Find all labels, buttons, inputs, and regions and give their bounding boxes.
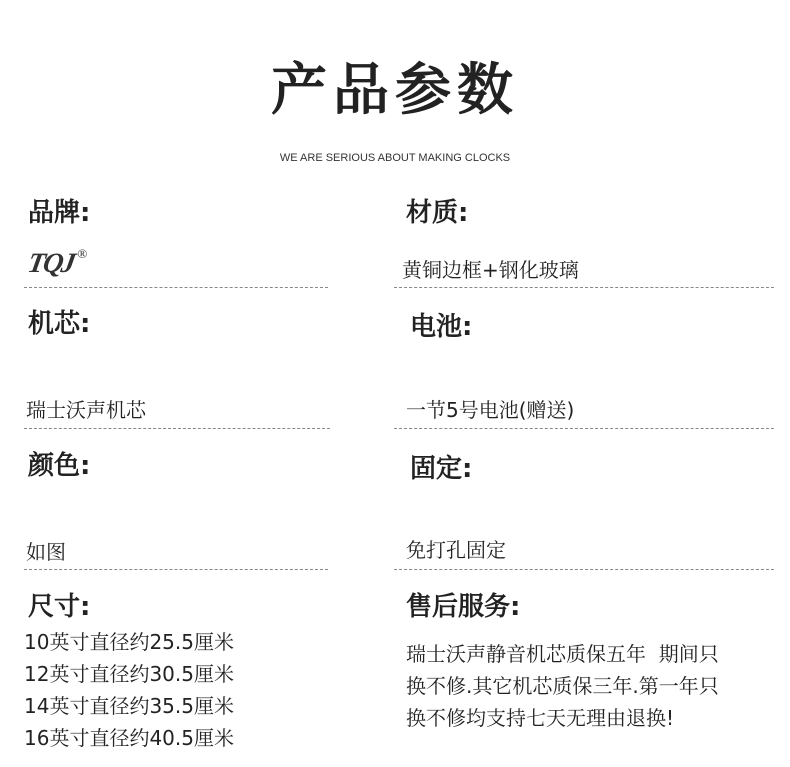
size-label: 尺寸: xyxy=(28,592,91,622)
brand-label: 品牌: xyxy=(28,198,91,228)
movement-value: 瑞士沃声机芯 xyxy=(26,398,146,422)
material-value: 黄铜边框+钢化玻璃 xyxy=(402,258,579,282)
after-sales-text xyxy=(406,638,776,734)
divider-mounting xyxy=(394,569,774,570)
mounting-label: 固定: xyxy=(410,454,473,484)
size-item-10: 10英寸直径约25.5厘米 xyxy=(24,630,234,654)
after-sales-line: 换不修.其它机芯质保三年.第一年只 xyxy=(406,674,719,698)
page-subtitle: WE ARE SERIOUS ABOUT MAKING CLOCKS xyxy=(279,152,511,164)
after-sales-label: 售后服务: xyxy=(406,592,521,622)
page-title: 产品参数 xyxy=(271,58,519,123)
divider-color xyxy=(24,569,328,570)
movement-label: 机芯: xyxy=(28,309,91,339)
after-sales-line: 换不修均支持七天无理由退换! xyxy=(406,706,675,730)
divider-material xyxy=(394,287,774,288)
size-item-12: 12英寸直径约30.5厘米 xyxy=(24,662,234,686)
registered-mark-icon: ® xyxy=(77,246,88,261)
brand-logo xyxy=(25,246,88,279)
color-label: 颜色: xyxy=(28,451,91,481)
battery-value: 一节5号电池(赠送) xyxy=(406,398,575,422)
after-sales-line: 瑞士沃声静音机芯质保五年 期间只 xyxy=(406,642,719,666)
mounting-value: 免打孔固定 xyxy=(406,538,506,562)
material-label: 材质: xyxy=(406,198,469,228)
size-item-16: 16英寸直径约40.5厘米 xyxy=(24,726,234,750)
color-value: 如图 xyxy=(26,540,66,564)
battery-label: 电池: xyxy=(410,312,473,342)
size-item-14: 14英寸直径约35.5厘米 xyxy=(24,694,234,718)
divider-battery xyxy=(394,428,774,429)
divider-brand xyxy=(24,287,328,288)
divider-movement xyxy=(24,428,330,429)
size-list xyxy=(24,626,234,754)
brand-logo-text: TQJ xyxy=(25,248,77,279)
